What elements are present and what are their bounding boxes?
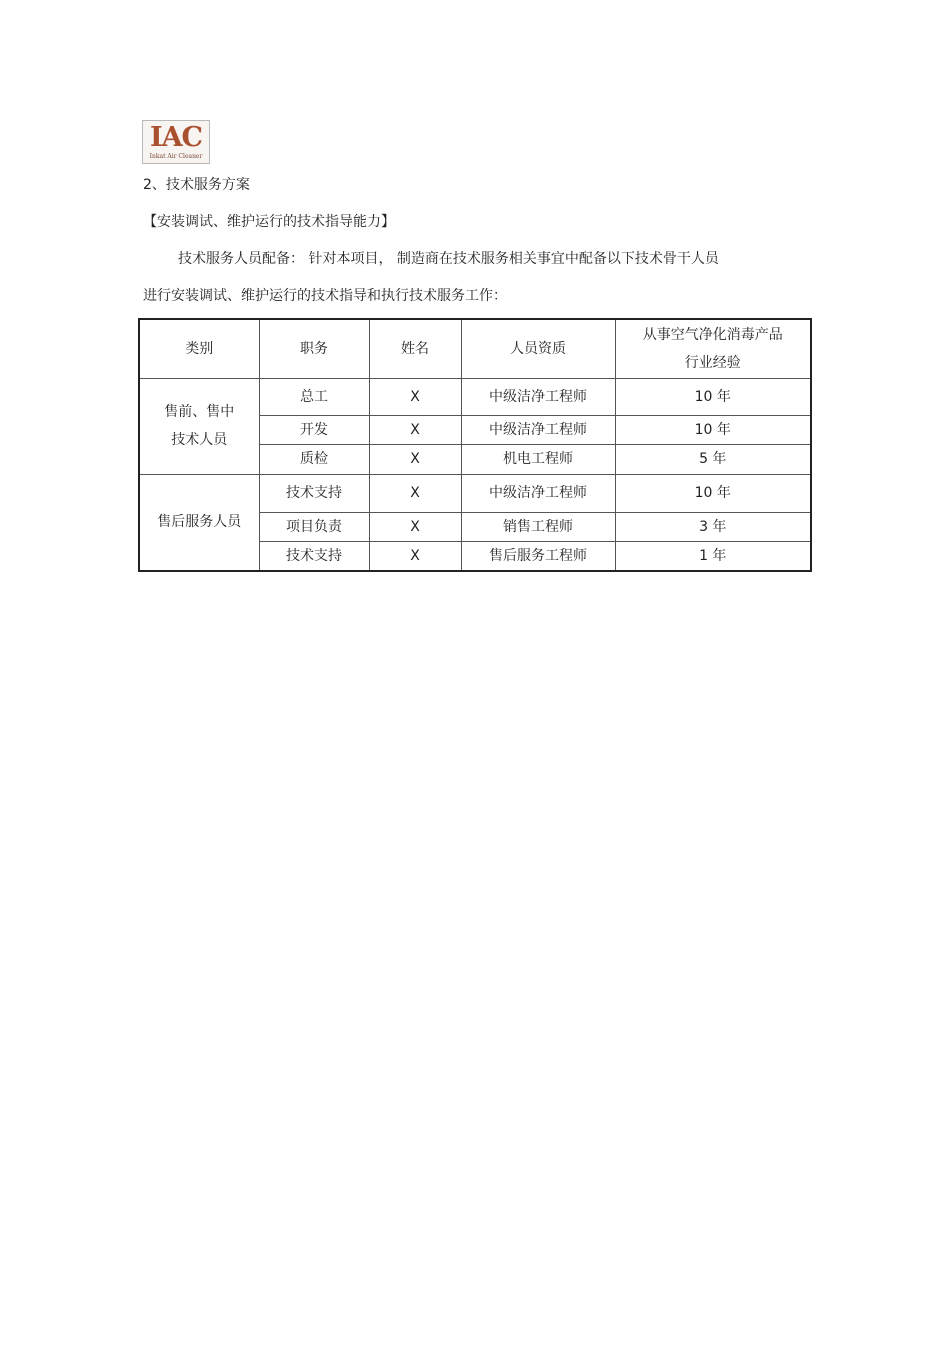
category-cell-aftersales — [139, 474, 259, 571]
experience-cell: 10 年 — [615, 415, 811, 444]
subsection-heading: 【安装调试、维护运行的技术指导能力】 — [143, 214, 395, 230]
logo-text: IAC — [149, 122, 203, 153]
section-heading: 2、技术服务方案 — [143, 177, 250, 193]
table-row — [139, 474, 811, 512]
qualification-cell: 中级洁净工程师 — [461, 415, 615, 444]
qualification-cell: 机电工程师 — [461, 444, 615, 474]
header-category: 类别 — [139, 319, 259, 378]
experience-cell: 5 年 — [615, 444, 811, 474]
experience-cell: 3 年 — [615, 512, 811, 541]
qualification-cell: 中级洁净工程师 — [461, 474, 615, 512]
header-name: 姓名 — [369, 319, 461, 378]
position-cell: 技术支持 — [259, 541, 369, 571]
experience-cell: 1 年 — [615, 541, 811, 571]
name-cell: X — [369, 444, 461, 474]
position-cell: 项目负责 — [259, 512, 369, 541]
qualification-cell: 售后服务工程师 — [461, 541, 615, 571]
position-cell: 技术支持 — [259, 474, 369, 512]
company-logo — [142, 120, 210, 164]
name-cell: X — [369, 378, 461, 415]
category-line2: 技术人员 — [171, 432, 228, 448]
paragraph-line-2: 进行安装调试、维护运行的技术指导和执行技术服务工作： — [143, 288, 507, 304]
name-cell: X — [369, 541, 461, 571]
header-qualification: 人员资质 — [461, 319, 615, 378]
paragraph-line-1: 技术服务人员配备： 针对本项目， 制造商在技术服务相关事宜中配备以下技术骨干人员 — [178, 251, 719, 267]
header-experience-line1: 从事空气净化消毒产品 — [642, 326, 783, 343]
category-cell-presales — [139, 378, 259, 474]
qualification-cell: 中级洁净工程师 — [461, 378, 615, 415]
name-cell: X — [369, 474, 461, 512]
table-row — [139, 378, 811, 415]
name-cell: X — [369, 512, 461, 541]
header-experience-line2: 行业经验 — [684, 354, 741, 371]
logo-subtext: Inkat Air Cleaner — [149, 153, 203, 160]
experience-cell: 10 年 — [615, 474, 811, 512]
category-line1: 售后服务人员 — [157, 514, 242, 531]
qualification-cell: 销售工程师 — [461, 512, 615, 541]
position-cell: 开发 — [259, 415, 369, 444]
name-cell: X — [369, 415, 461, 444]
header-position: 职务 — [259, 319, 369, 378]
experience-cell: 10 年 — [615, 378, 811, 415]
staff-table — [138, 318, 812, 572]
position-cell: 总工 — [259, 378, 369, 415]
table-header-row — [139, 319, 811, 378]
category-line1: 售前、售中 — [164, 404, 235, 420]
position-cell: 质检 — [259, 444, 369, 474]
header-experience — [615, 319, 811, 378]
